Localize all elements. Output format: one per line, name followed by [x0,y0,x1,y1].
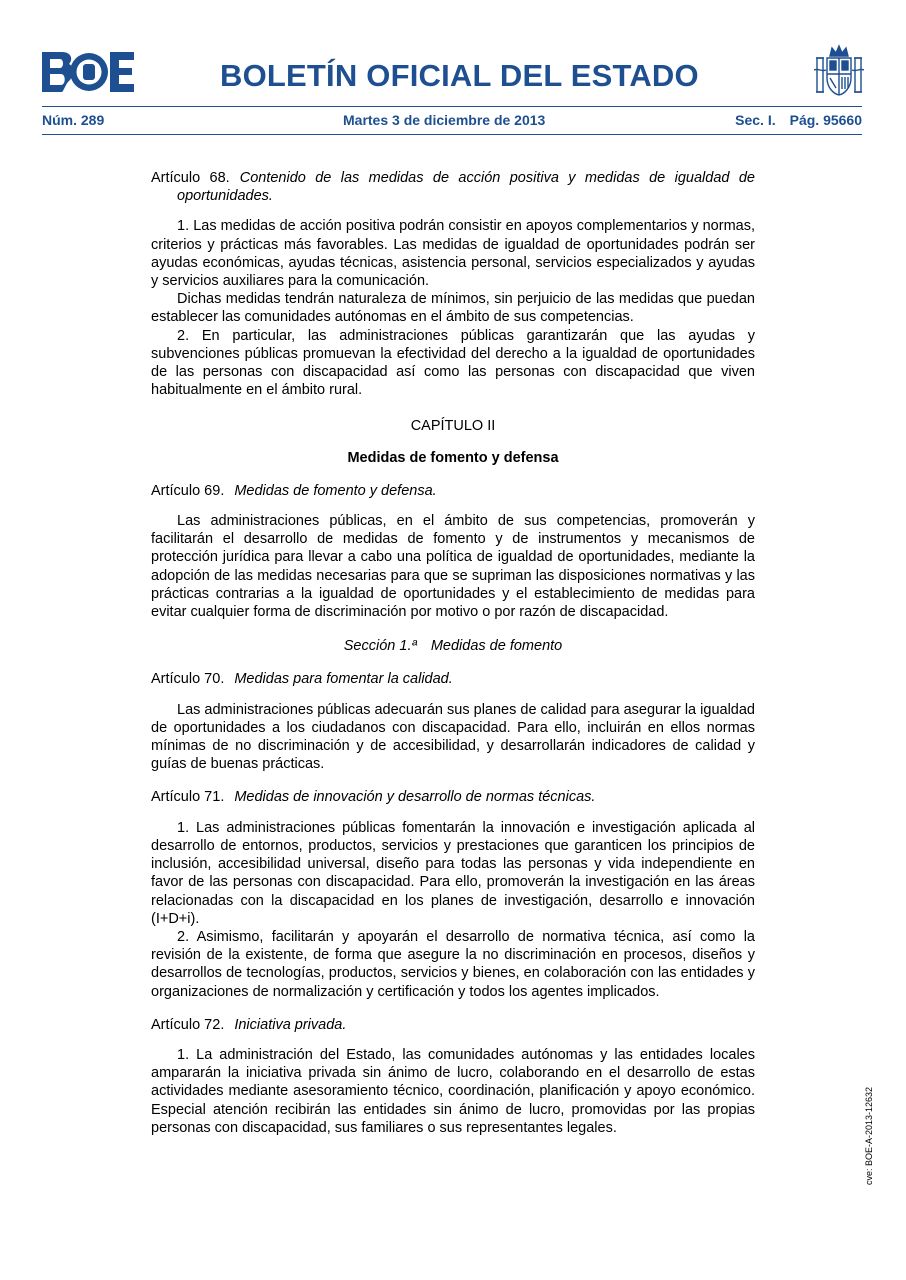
paragraph: 2. Asimismo, facilitarán y apoyarán el desarrollo de normativa técnica, así como la revisión de la existente, de forma que asegure la no discriminación en procesos, diseños y desarrollos de tecnologías, productos, servicios y bienes, en colaboración con las entidades y organizaciones de normalización y certificación y todos los agentes implicados. [151,928,755,1000]
article-label: Artículo 71. [151,789,225,806]
article-title: Medidas para fomentar la calidad. [234,671,453,688]
article-69-heading [151,482,755,500]
coat-of-arms-icon [814,44,864,98]
paragraph: Las administraciones públicas, en el ámbito de sus competencias, promoverán y facilitarán el desarrollo de medidas de fomento y de instrumentos y mecanismos de protección jurídica para llevar a cabo una política de igualdad de oportunidades, mediante la adopción de las medidas necesarias para que se supriman las disposiciones normativas y las prácticas contrarias a la igualdad de oportunidades y el establecimiento de medidas para evitar cualquier forma de discriminación por motivo o por razón de discapacidad. [151,513,755,621]
gazette-title: BOLETÍN OFICIAL DEL ESTADO [220,58,699,93]
article-71-heading [151,788,755,806]
issue-date: Martes 3 de diciembre de 2013 [343,112,546,128]
paragraph: 1. Las medidas de acción positiva podrán consistir en apoyos complementarios y normas, criterios y prácticas más favorables. Las medidas de igualdad de oportunidades podrán ser ayudas económicas, ayudas técnicas, asistencia personal, servicios especializados y ayudas y servicios auxiliares para la comunicación. [151,218,755,290]
paragraph: Las administraciones públicas adecuarán sus planes de calidad para asegurar la igualdad de oportunidades a los ciudadanos con discapacidad. Para ello, incluirán en ellos normas mínimas de no discriminación y de accesibilidad, y desarrollarán indicadores de calidad y guías de buenas prácticas. [151,701,755,773]
article-title: Medidas de innovación y desarrollo de normas técnicas. [234,789,596,806]
section-label: Sec. I. [735,112,776,128]
document-body [151,169,755,1137]
boe-logo [42,52,134,92]
section-page [735,112,862,128]
article-label: Artículo 70. [151,671,225,688]
section-number: Sección 1.ª [343,638,417,655]
paragraph: 2. En particular, las administraciones públicas garantizarán que las ayudas y subvenciones públicas promuevan la efectividad del derecho a la igualdad de oportunidades de las personas con discapacidad así como las personas con discapacidad que viven habitualmente en el ámbito rural. [151,327,755,399]
page-number: Pág. 95660 [789,112,862,128]
article-title: Iniciativa privada. [234,1016,347,1033]
cve-identifier: cve: BOE-A-2013-12632 [864,1086,874,1185]
section-title: Medidas de fomento [430,638,563,655]
paragraph: 1. Las administraciones públicas fomentarán la innovación e investigación aplicada al desarrollo de entornos, productos, servicios y prestaciones que garanticen los principios de inclusión, accesibilidad universal, diseño para todas las personas y vida independiente en favor de las personas con discapacidad. Para ello, promoverán la investigación en las áreas relacionadas con la discapacidad en los planes de investigación, desarrollo e innovación (I+D+i). [151,819,755,927]
article-72-heading [151,1016,755,1034]
chapter-label: CAPÍTULO II [410,418,496,435]
section-heading [151,637,755,655]
article-70-heading [151,670,755,688]
paragraph: Dichas medidas tendrán naturaleza de mínimos, sin perjuicio de las medidas que puedan establecer las comunidades autónomas en el ámbito de sus competencias. [151,291,755,326]
article-label: Artículo 69. [151,482,225,499]
paragraph: 1. La administración del Estado, las comunidades autónomas y las entidades locales ampararán la iniciativa privada sin ánimo de lucro, colaborando en el desarrollo de estas actividades mediante asesoramiento técnico, coordinación, planificación y apoyo económico. Especial atención recibirán las entidades sin ánimo de lucro, promovidas por las propias personas con discapacidad, sus familiares o sus representantes legales. [151,1046,755,1136]
article-label: Artículo 68. [151,170,230,186]
article-68-heading [151,169,755,205]
chapter-title: Medidas de fomento y defensa [347,449,559,466]
header-rule-top [42,106,862,107]
article-title: Contenido de las medidas de acción positiva y medidas de igualdad de oportunidades. [177,170,755,205]
header-info-line [42,112,862,130]
article-title: Medidas de fomento y defensa. [234,482,437,499]
article-label: Artículo 72. [151,1016,225,1033]
issue-number: Núm. 289 [42,112,105,128]
header-rule-bottom [42,134,862,135]
